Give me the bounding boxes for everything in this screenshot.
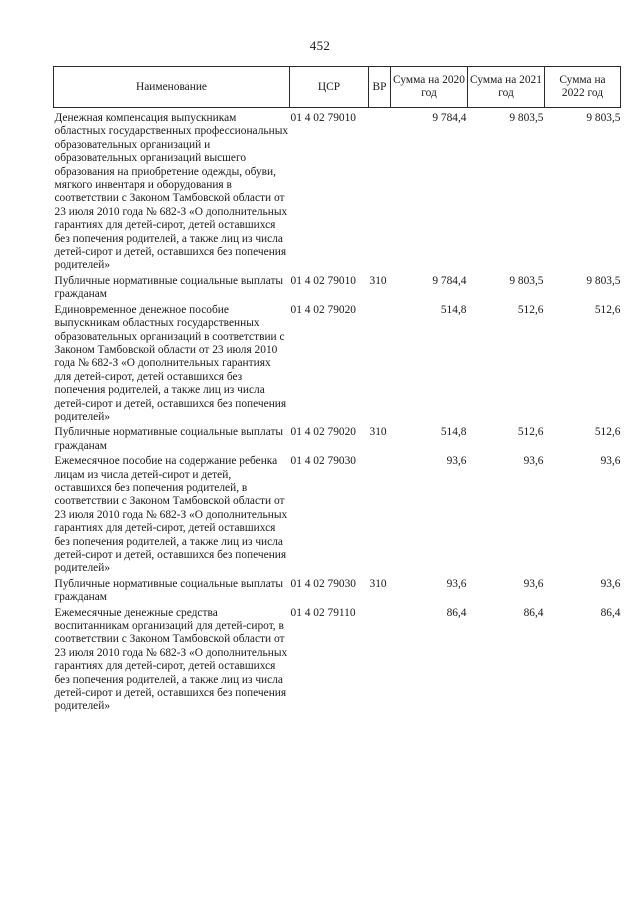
header-csr: ЦСР <box>290 67 369 108</box>
row-vr <box>369 304 391 427</box>
row-sum-2020: 9 784,4 <box>432 112 467 124</box>
row-sum-2020: 86,4 <box>446 606 467 619</box>
row-csr: 01 4 02 79010 <box>290 112 356 124</box>
row-sum-2021: 93,6 <box>523 455 544 468</box>
row-sum-2021: 9 803,5 <box>509 274 544 287</box>
row-sum-2021: 9 803,5 <box>509 112 544 124</box>
row-name: Публичные нормативные социальные выплаты гражданам <box>54 577 284 604</box>
header-sum-2021: Сумма на 2021 год <box>468 67 545 108</box>
row-sum-2020: 93,6 <box>446 577 467 590</box>
row-name: Ежемесячное пособие на содержание ребенка лицам из числа детей-сирот и детей, оставшихся без попечения родителей, в соответствии с Законом Тамбовской области от 23 июля 2010 года № 682-З «О дополнительных гарантиях для детей-сирот, детей оставшихся без попечения родителей, а также лиц из числа детей-сирот и детей, оставшихся без попечения родителей» <box>54 455 288 575</box>
row-csr: 01 4 02 79020 <box>290 426 356 439</box>
row-sum-2020: 514,8 <box>440 426 467 439</box>
header-row <box>54 67 621 108</box>
header-vr: ВР <box>369 67 391 108</box>
table-row <box>54 607 621 716</box>
row-csr: 01 4 02 79110 <box>290 606 356 619</box>
row-csr: 01 4 02 79030 <box>290 577 356 590</box>
row-vr <box>369 108 391 275</box>
header-sum-2020: Сумма на 2020 год <box>391 67 468 108</box>
row-name: Публичные нормативные социальные выплаты гражданам <box>54 274 284 301</box>
row-vr <box>369 607 391 716</box>
table-row <box>54 275 621 304</box>
row-sum-2021: 86,4 <box>523 606 544 619</box>
row-sum-2021: 512,6 <box>517 426 544 439</box>
table-row <box>54 455 621 578</box>
row-sum-2020: 9 784,4 <box>432 274 467 287</box>
row-name: Денежная компенсация выпускникам областных государственных профессиональных образовательных организаций и образовательных организаций высшего образования на приобретение одежды, обуви, мягкого инвентаря и оборудования в соответствии с Законом Тамбовской области от 23 июля 2010 года № 682-З «О дополнительных гарантиях для детей-сирот, детей оставшихся без попечения родителей, а также лиц из числа детей-сирот и детей, оставшихся без попечения родителей» <box>54 112 289 272</box>
row-sum-2022: 93,6 <box>600 455 621 468</box>
row-name: Единовременное денежное пособие выпускникам областных государственных образовательных организаций в соответствии с Законом Тамбовской области от 23 июля 2010 года № 682-З «О дополнительных гарантиях для детей-сирот, детей оставшихся без попечения родителей, а также лиц из числа детей-сирот и детей, оставшихся без попечения родителей» <box>54 303 287 423</box>
row-name: Ежемесячные денежные средства воспитанникам организаций для детей-сирот, в соответствии с Законом Тамбовской области от 23 июля 2010 года № 682-З «О дополнительных гарантиях для детей-сирот, детей оставшихся без попечения родителей, а также лиц из числа детей-сирот и детей, оставшихся без попечения родителей» <box>54 606 288 713</box>
row-sum-2022: 9 803,5 <box>586 112 621 124</box>
table-row <box>54 578 621 607</box>
header-name: Наименование <box>54 67 290 108</box>
row-csr: 01 4 02 79030 <box>290 455 356 468</box>
row-csr: 01 4 02 79020 <box>290 303 356 316</box>
row-sum-2021: 93,6 <box>523 577 544 590</box>
row-sum-2022: 512,6 <box>594 303 621 316</box>
row-sum-2022: 86,4 <box>600 606 621 619</box>
header-sum-2022: Сумма на 2022 год <box>545 67 621 108</box>
row-sum-2021: 512,6 <box>517 303 544 316</box>
row-sum-2020: 514,8 <box>440 303 467 316</box>
row-vr: 310 <box>369 274 387 287</box>
budget-table <box>53 66 621 716</box>
row-sum-2020: 93,6 <box>446 455 467 468</box>
row-vr: 310 <box>369 426 387 439</box>
table-body <box>54 108 621 716</box>
row-sum-2022: 9 803,5 <box>586 274 621 287</box>
table-row <box>54 108 621 275</box>
page-number: 452 <box>309 38 331 53</box>
row-csr: 01 4 02 79010 <box>290 274 356 287</box>
table-row <box>54 426 621 455</box>
row-name: Публичные нормативные социальные выплаты гражданам <box>54 426 284 452</box>
table-row <box>54 304 621 427</box>
row-vr <box>369 455 391 578</box>
table-header <box>54 67 621 108</box>
row-sum-2022: 512,6 <box>594 426 621 439</box>
row-vr: 310 <box>369 577 387 590</box>
row-sum-2022: 93,6 <box>600 577 621 590</box>
